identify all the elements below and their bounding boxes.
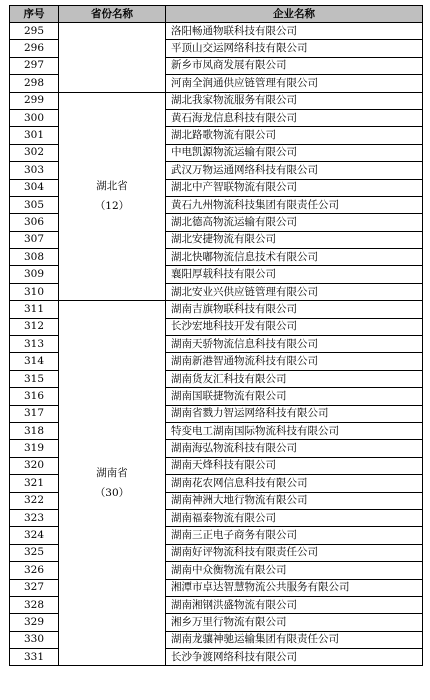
company-table bbox=[9, 5, 423, 666]
row-seq: 300 bbox=[10, 109, 59, 126]
row-seq: 316 bbox=[10, 388, 59, 405]
company-name: 黄石海龙信息科技有限公司 bbox=[166, 109, 423, 126]
table-row bbox=[10, 92, 423, 109]
row-seq: 311 bbox=[10, 301, 59, 318]
row-seq: 296 bbox=[10, 40, 59, 57]
header-company: 企业名称 bbox=[166, 6, 423, 23]
company-name: 湖南天骄物流信息科技有限公司 bbox=[166, 336, 423, 353]
company-name: 湘乡万里行物流有限公司 bbox=[166, 614, 423, 631]
row-seq: 295 bbox=[10, 23, 59, 40]
company-name: 中电凯源物流运输有限公司 bbox=[166, 144, 423, 161]
company-name: 湖南神洲大地行物流有限公司 bbox=[166, 492, 423, 509]
company-name: 长沙宏地科技开发有限公司 bbox=[166, 318, 423, 335]
province-count: （30） bbox=[94, 487, 130, 500]
row-seq: 314 bbox=[10, 353, 59, 370]
row-seq: 322 bbox=[10, 492, 59, 509]
company-name: 武汉万物运通网络科技有限公司 bbox=[166, 162, 423, 179]
province-name: 湖南省 bbox=[96, 467, 128, 480]
row-seq: 324 bbox=[10, 527, 59, 544]
company-name: 湖北我家物流服务有限公司 bbox=[166, 92, 423, 109]
province-name: 湖北省 bbox=[96, 180, 128, 193]
table-row bbox=[10, 301, 423, 318]
company-name: 湖南吉旗物联科技有限公司 bbox=[166, 301, 423, 318]
row-seq: 310 bbox=[10, 283, 59, 300]
company-name: 湘潭市卓达智慧物流公共服务有限公司 bbox=[166, 579, 423, 596]
company-name: 平顶山交运网络科技有限公司 bbox=[166, 40, 423, 57]
company-name: 湖北路歌物流有限公司 bbox=[166, 127, 423, 144]
header-seq: 序号 bbox=[10, 6, 59, 23]
row-seq: 297 bbox=[10, 57, 59, 74]
row-seq: 327 bbox=[10, 579, 59, 596]
row-seq: 313 bbox=[10, 336, 59, 353]
row-seq: 323 bbox=[10, 509, 59, 526]
company-name: 河南全润通供应链管理有限公司 bbox=[166, 75, 423, 92]
row-seq: 319 bbox=[10, 440, 59, 457]
company-name: 湖南福泰物流有限公司 bbox=[166, 509, 423, 526]
province-cell bbox=[59, 23, 166, 93]
row-seq: 315 bbox=[10, 370, 59, 387]
company-name: 湖南中众衡物流有限公司 bbox=[166, 562, 423, 579]
row-seq: 304 bbox=[10, 179, 59, 196]
row-seq: 329 bbox=[10, 614, 59, 631]
document-page bbox=[9, 5, 422, 666]
row-seq: 301 bbox=[10, 127, 59, 144]
header-row bbox=[10, 6, 423, 23]
company-name: 湖南天烽科技有限公司 bbox=[166, 457, 423, 474]
row-seq: 305 bbox=[10, 196, 59, 213]
company-name: 黄石九州物流科技集团有限责任公司 bbox=[166, 196, 423, 213]
row-seq: 308 bbox=[10, 249, 59, 266]
company-name: 湖北中产智联物流有限公司 bbox=[166, 179, 423, 196]
row-seq: 330 bbox=[10, 631, 59, 648]
header-province: 省份名称 bbox=[59, 6, 166, 23]
company-name: 湖南湘钢洪盛物流有限公司 bbox=[166, 596, 423, 613]
table-body bbox=[10, 23, 423, 666]
row-seq: 303 bbox=[10, 162, 59, 179]
row-seq: 320 bbox=[10, 457, 59, 474]
company-name: 湖南海弘物流科技有限公司 bbox=[166, 440, 423, 457]
company-name: 湖南货友汇科技有限公司 bbox=[166, 370, 423, 387]
row-seq: 306 bbox=[10, 214, 59, 231]
company-name: 湖北快嘟物流信息技术有限公司 bbox=[166, 249, 423, 266]
row-seq: 312 bbox=[10, 318, 59, 335]
row-seq: 326 bbox=[10, 562, 59, 579]
company-name: 湖南龙骧神驰运输集团有限责任公司 bbox=[166, 631, 423, 648]
row-seq: 307 bbox=[10, 231, 59, 248]
province-cell bbox=[59, 301, 166, 666]
company-name: 湖南好评物流科技有限责任公司 bbox=[166, 544, 423, 561]
company-name: 襄阳厚载科技有限公司 bbox=[166, 266, 423, 283]
company-name: 洛阳畅通物联科技有限公司 bbox=[166, 23, 423, 40]
company-name: 湖北安捷物流有限公司 bbox=[166, 231, 423, 248]
company-name: 湖南新港智通物流科技有限公司 bbox=[166, 353, 423, 370]
company-name: 湖南花农网信息科技有限公司 bbox=[166, 475, 423, 492]
row-seq: 302 bbox=[10, 144, 59, 161]
company-name: 湖北德高物流运输有限公司 bbox=[166, 214, 423, 231]
company-name: 湖南三正电子商务有限公司 bbox=[166, 527, 423, 544]
province-count: （12） bbox=[94, 200, 130, 213]
company-name: 湖南国联捷物流有限公司 bbox=[166, 388, 423, 405]
table-row bbox=[10, 23, 423, 40]
row-seq: 309 bbox=[10, 266, 59, 283]
row-seq: 318 bbox=[10, 422, 59, 439]
row-seq: 331 bbox=[10, 649, 59, 666]
company-name: 特变电工湖南国际物流科技有限公司 bbox=[166, 422, 423, 439]
company-name: 湖南省戮力智运网络科技有限公司 bbox=[166, 405, 423, 422]
row-seq: 317 bbox=[10, 405, 59, 422]
company-name: 新乡市凤商发展有限公司 bbox=[166, 57, 423, 74]
row-seq: 328 bbox=[10, 596, 59, 613]
row-seq: 325 bbox=[10, 544, 59, 561]
row-seq: 298 bbox=[10, 75, 59, 92]
row-seq: 299 bbox=[10, 92, 59, 109]
row-seq: 321 bbox=[10, 475, 59, 492]
province-cell bbox=[59, 92, 166, 301]
company-name: 湖北安业兴供应链管理有限公司 bbox=[166, 283, 423, 300]
company-name: 长沙争渡网络科技有限公司 bbox=[166, 649, 423, 666]
